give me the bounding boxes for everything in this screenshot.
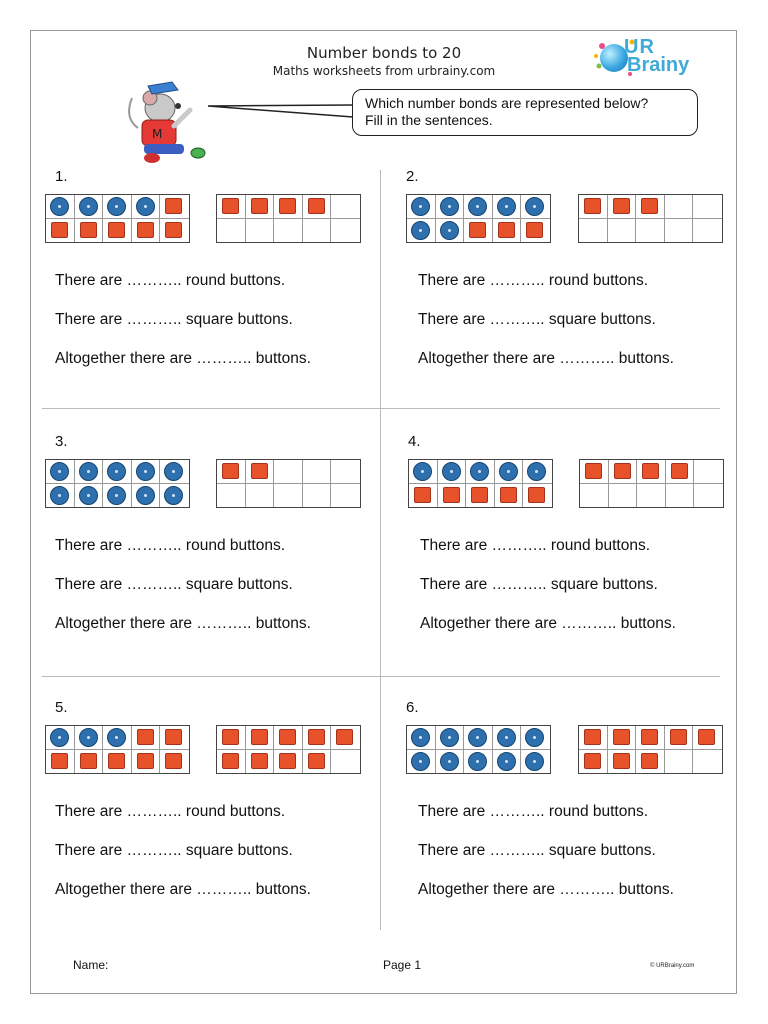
ten-frame-2 — [578, 194, 723, 243]
ten-frame-cell — [331, 219, 360, 243]
ten-frame-cell — [246, 219, 275, 243]
ten-frame-cell — [665, 195, 694, 219]
ten-frame-cell — [493, 750, 522, 774]
square-button-icon — [641, 729, 658, 745]
ten-frame-cell — [75, 750, 104, 774]
ten-frame-2 — [216, 459, 361, 508]
ten-frame-cell — [438, 460, 467, 484]
ten-frame-1 — [45, 194, 190, 243]
worksheet-subtitle: Maths worksheets from urbrainy.com — [272, 64, 496, 78]
ten-frame-cell — [464, 219, 493, 243]
square-button-icon — [414, 487, 431, 503]
ten-frame-cell — [46, 219, 75, 243]
ten-frame-cell — [609, 484, 638, 508]
round-button-icon — [411, 197, 430, 216]
square-button-icon — [251, 463, 268, 479]
ten-frame-cell — [103, 484, 132, 508]
square-button-icon — [670, 729, 687, 745]
ten-frame-cell — [303, 750, 332, 774]
ten-frame-cell — [103, 726, 132, 750]
ten-frame-cell — [521, 750, 550, 774]
ten-frame-cell — [75, 460, 104, 484]
ten-frame-cell — [331, 750, 360, 774]
instruction-bubble — [352, 89, 698, 136]
ten-frame-cell — [694, 484, 723, 508]
square-button-icon — [251, 729, 268, 745]
ten-frame-cell — [409, 484, 438, 508]
ten-frame-cell — [521, 195, 550, 219]
round-button-icon — [50, 462, 69, 481]
ten-frame-cell — [464, 750, 493, 774]
ten-frame-cell — [636, 726, 665, 750]
round-button-icon — [136, 486, 155, 505]
ten-frame-cell — [665, 750, 694, 774]
round-button-icon — [440, 752, 459, 771]
ten-frame-cell — [160, 726, 189, 750]
round-button-icon — [497, 728, 516, 747]
sentence-round: There are ……….. round buttons. — [420, 537, 651, 554]
ten-frame-cell — [274, 219, 303, 243]
square-button-icon — [165, 198, 182, 214]
problem-1 — [45, 168, 385, 408]
round-button-icon — [164, 486, 183, 505]
square-button-icon — [642, 463, 659, 479]
problem-4 — [408, 433, 748, 673]
ten-frame-cell — [217, 219, 246, 243]
ten-frame-cell — [274, 484, 303, 508]
round-button-icon — [79, 462, 98, 481]
ten-frame-cell — [466, 460, 495, 484]
ten-frame-cell — [160, 750, 189, 774]
square-button-icon — [526, 222, 543, 238]
square-button-icon — [308, 729, 325, 745]
ten-frame-cell — [636, 195, 665, 219]
ten-frame-cell — [46, 726, 75, 750]
square-button-icon — [613, 198, 630, 214]
round-button-icon — [136, 462, 155, 481]
square-button-icon — [613, 753, 630, 769]
square-button-icon — [585, 463, 602, 479]
ten-frame-cell — [274, 726, 303, 750]
ten-frame-cell — [636, 219, 665, 243]
square-button-icon — [279, 198, 296, 214]
ten-frame-cell — [217, 726, 246, 750]
problem-number: 1. — [55, 168, 68, 185]
ten-frame-cell — [217, 750, 246, 774]
ten-frame-cell — [407, 750, 436, 774]
square-button-icon — [500, 487, 517, 503]
round-button-icon — [468, 197, 487, 216]
square-button-icon — [279, 753, 296, 769]
ten-frame-cell — [609, 460, 638, 484]
round-button-icon — [440, 221, 459, 240]
urbrainy-logo — [594, 36, 712, 84]
round-button-icon — [411, 728, 430, 747]
ten-frame-cell — [579, 195, 608, 219]
square-button-icon — [165, 753, 182, 769]
ten-frame-cell — [608, 726, 637, 750]
ten-frame-cell — [246, 195, 275, 219]
ten-frame-cell — [579, 219, 608, 243]
square-button-icon — [251, 198, 268, 214]
square-button-icon — [584, 753, 601, 769]
ten-frame-cell — [132, 750, 161, 774]
ten-frame-cell — [274, 750, 303, 774]
sentence-round: There are ……….. round buttons. — [418, 803, 649, 820]
problem-6 — [406, 699, 746, 939]
square-button-icon — [222, 463, 239, 479]
square-button-icon — [222, 753, 239, 769]
square-button-icon — [584, 198, 601, 214]
square-button-icon — [584, 729, 601, 745]
ten-frame-cell — [246, 726, 275, 750]
ten-frame-cell — [493, 219, 522, 243]
sentence-square: There are ……….. square buttons. — [55, 576, 293, 593]
ten-frame-cell — [438, 484, 467, 508]
round-button-icon — [164, 462, 183, 481]
problem-3 — [45, 433, 385, 673]
square-button-icon — [498, 222, 515, 238]
sentence-total: Altogether there are ……….. buttons. — [418, 881, 674, 898]
ten-frame-cell — [493, 195, 522, 219]
ten-frame-cell — [103, 460, 132, 484]
ten-frame-cell — [46, 484, 75, 508]
sentence-round: There are ……….. round buttons. — [55, 272, 286, 289]
square-button-icon — [528, 487, 545, 503]
ten-frame-cell — [523, 484, 552, 508]
square-button-icon — [613, 729, 630, 745]
name-label: Name: — [73, 958, 109, 972]
round-button-icon — [79, 728, 98, 747]
ten-frame-2 — [578, 725, 723, 774]
ten-frame-cell — [217, 460, 246, 484]
row-divider-2 — [42, 676, 720, 677]
square-button-icon — [137, 222, 154, 238]
ten-frame-cell — [103, 750, 132, 774]
sentence-total: Altogether there are ……….. buttons. — [420, 615, 676, 632]
square-button-icon — [222, 198, 239, 214]
sentence-round: There are ……….. round buttons. — [418, 272, 649, 289]
ten-frame-cell — [495, 484, 524, 508]
ten-frame-cell — [160, 484, 189, 508]
ten-frame-cell — [637, 460, 666, 484]
ten-frame-cell — [246, 750, 275, 774]
ten-frame-cell — [303, 219, 332, 243]
square-button-icon — [471, 487, 488, 503]
ten-frame-cell — [665, 219, 694, 243]
ten-frame-cell — [523, 460, 552, 484]
copyright-notice: © URBrainy.com — [650, 963, 695, 969]
ten-frame-1 — [406, 725, 551, 774]
ten-frame-cell — [303, 460, 332, 484]
ten-frame-cell — [75, 195, 104, 219]
round-button-icon — [50, 197, 69, 216]
ten-frame-cell — [132, 484, 161, 508]
round-button-icon — [107, 462, 126, 481]
sentence-total: Altogether there are ……….. buttons. — [55, 350, 311, 367]
round-button-icon — [50, 728, 69, 747]
round-button-icon — [136, 197, 155, 216]
square-button-icon — [443, 487, 460, 503]
round-button-icon — [413, 462, 432, 481]
ten-frame-cell — [466, 484, 495, 508]
ten-frame-cell — [246, 484, 275, 508]
ten-frame-cell — [132, 219, 161, 243]
ten-frame-cell — [521, 219, 550, 243]
ten-frame-cell — [331, 195, 360, 219]
square-button-icon — [308, 198, 325, 214]
ten-frame-cell — [217, 484, 246, 508]
ten-frame-1 — [408, 459, 553, 508]
ten-frame-cell — [246, 460, 275, 484]
ten-frame-cell — [331, 460, 360, 484]
ten-frame-2 — [216, 194, 361, 243]
ten-frame-cell — [274, 195, 303, 219]
ten-frame-cell — [46, 460, 75, 484]
ten-frame-cell — [637, 484, 666, 508]
ten-frame-cell — [693, 726, 722, 750]
ten-frame-cell — [608, 195, 637, 219]
ten-frame-cell — [103, 195, 132, 219]
ten-frame-cell — [436, 750, 465, 774]
ten-frame-cell — [103, 219, 132, 243]
ten-frame-cell — [608, 750, 637, 774]
ten-frame-cell — [132, 195, 161, 219]
round-button-icon — [79, 486, 98, 505]
ten-frame-2 — [579, 459, 724, 508]
sentence-round: There are ……….. round buttons. — [55, 537, 286, 554]
problem-number: 4. — [408, 433, 421, 450]
round-button-icon — [527, 462, 546, 481]
ten-frame-cell — [75, 219, 104, 243]
ten-frame-cell — [579, 726, 608, 750]
ten-frame-cell — [303, 484, 332, 508]
ten-frame-cell — [579, 750, 608, 774]
square-button-icon — [641, 198, 658, 214]
square-button-icon — [641, 753, 658, 769]
ten-frame-cell — [132, 726, 161, 750]
square-button-icon — [222, 729, 239, 745]
square-button-icon — [671, 463, 688, 479]
square-button-icon — [108, 222, 125, 238]
problem-number: 3. — [55, 433, 68, 450]
round-button-icon — [470, 462, 489, 481]
row-divider-1 — [42, 408, 720, 409]
round-button-icon — [497, 197, 516, 216]
square-button-icon — [108, 753, 125, 769]
ten-frame-2 — [216, 725, 361, 774]
square-button-icon — [165, 729, 182, 745]
round-button-icon — [411, 221, 430, 240]
worksheet-title: Number bonds to 20 — [306, 44, 462, 62]
square-button-icon — [251, 753, 268, 769]
round-button-icon — [525, 197, 544, 216]
problem-number: 2. — [406, 168, 419, 185]
sentence-total: Altogether there are ……….. buttons. — [55, 881, 311, 898]
square-button-icon — [51, 222, 68, 238]
round-button-icon — [468, 728, 487, 747]
ten-frame-cell — [580, 484, 609, 508]
round-button-icon — [525, 728, 544, 747]
round-button-icon — [411, 752, 430, 771]
ten-frame-cell — [46, 750, 75, 774]
square-button-icon — [165, 222, 182, 238]
round-button-icon — [442, 462, 461, 481]
ten-frame-cell — [436, 219, 465, 243]
mouse-mascot-icon — [120, 68, 220, 168]
square-button-icon — [308, 753, 325, 769]
square-button-icon — [137, 729, 154, 745]
ten-frame-cell — [436, 195, 465, 219]
ten-frame-cell — [608, 219, 637, 243]
ten-frame-cell — [493, 726, 522, 750]
problem-number: 6. — [406, 699, 419, 716]
ten-frame-cell — [464, 726, 493, 750]
sentence-square: There are ……….. square buttons. — [418, 842, 656, 859]
ten-frame-cell — [75, 484, 104, 508]
sentence-square: There are ……….. square buttons. — [55, 842, 293, 859]
problem-number: 5. — [55, 699, 68, 716]
ten-frame-cell — [495, 460, 524, 484]
ten-frame-cell — [303, 195, 332, 219]
round-button-icon — [79, 197, 98, 216]
ten-frame-cell — [693, 195, 722, 219]
svg-text:M: M — [152, 127, 163, 141]
ten-frame-cell — [666, 484, 695, 508]
square-button-icon — [137, 753, 154, 769]
ten-frame-cell — [521, 726, 550, 750]
ten-frame-1 — [406, 194, 551, 243]
square-button-icon — [698, 729, 715, 745]
logo-text-ur: UR — [624, 36, 655, 58]
ten-frame-cell — [160, 219, 189, 243]
ten-frame-cell — [636, 750, 665, 774]
square-button-icon — [336, 729, 353, 745]
ten-frame-cell — [693, 750, 722, 774]
ten-frame-1 — [45, 459, 190, 508]
sentence-total: Altogether there are ……….. buttons. — [418, 350, 674, 367]
ten-frame-cell — [436, 726, 465, 750]
ten-frame-cell — [407, 726, 436, 750]
round-button-icon — [50, 486, 69, 505]
round-button-icon — [440, 197, 459, 216]
ten-frame-cell — [132, 460, 161, 484]
problem-2 — [406, 168, 746, 408]
square-button-icon — [279, 729, 296, 745]
ten-frame-1 — [45, 725, 190, 774]
square-button-icon — [80, 753, 97, 769]
ten-frame-cell — [464, 195, 493, 219]
ten-frame-cell — [303, 726, 332, 750]
sentence-total: Altogether there are ……….. buttons. — [55, 615, 311, 632]
sentence-round: There are ……….. round buttons. — [55, 803, 286, 820]
square-button-icon — [51, 753, 68, 769]
sentence-square: There are ……….. square buttons. — [420, 576, 658, 593]
ten-frame-cell — [693, 219, 722, 243]
ten-frame-cell — [694, 460, 723, 484]
round-button-icon — [499, 462, 518, 481]
square-button-icon — [469, 222, 486, 238]
ten-frame-cell — [409, 460, 438, 484]
ten-frame-cell — [331, 726, 360, 750]
ten-frame-cell — [46, 195, 75, 219]
ten-frame-cell — [160, 460, 189, 484]
ten-frame-cell — [331, 484, 360, 508]
ten-frame-cell — [580, 460, 609, 484]
sentence-square: There are ……….. square buttons. — [55, 311, 293, 328]
instruction-text: Which number bonds are represented below? Fill in the sentences. — [365, 95, 649, 128]
problem-5 — [45, 699, 385, 939]
ten-frame-cell — [217, 195, 246, 219]
ten-frame-cell — [160, 195, 189, 219]
round-button-icon — [440, 728, 459, 747]
round-button-icon — [107, 728, 126, 747]
sentence-square: There are ……….. square buttons. — [418, 311, 656, 328]
round-button-icon — [107, 486, 126, 505]
round-button-icon — [497, 752, 516, 771]
logo-text-brainy: Brainy — [627, 54, 690, 76]
round-button-icon — [468, 752, 487, 771]
square-button-icon — [614, 463, 631, 479]
ten-frame-cell — [274, 460, 303, 484]
ten-frame-cell — [407, 219, 436, 243]
round-button-icon — [107, 197, 126, 216]
ten-frame-cell — [665, 726, 694, 750]
page-number: Page 1 — [383, 958, 422, 972]
ten-frame-cell — [666, 460, 695, 484]
square-button-icon — [80, 222, 97, 238]
ten-frame-cell — [75, 726, 104, 750]
round-button-icon — [525, 752, 544, 771]
ten-frame-cell — [407, 195, 436, 219]
